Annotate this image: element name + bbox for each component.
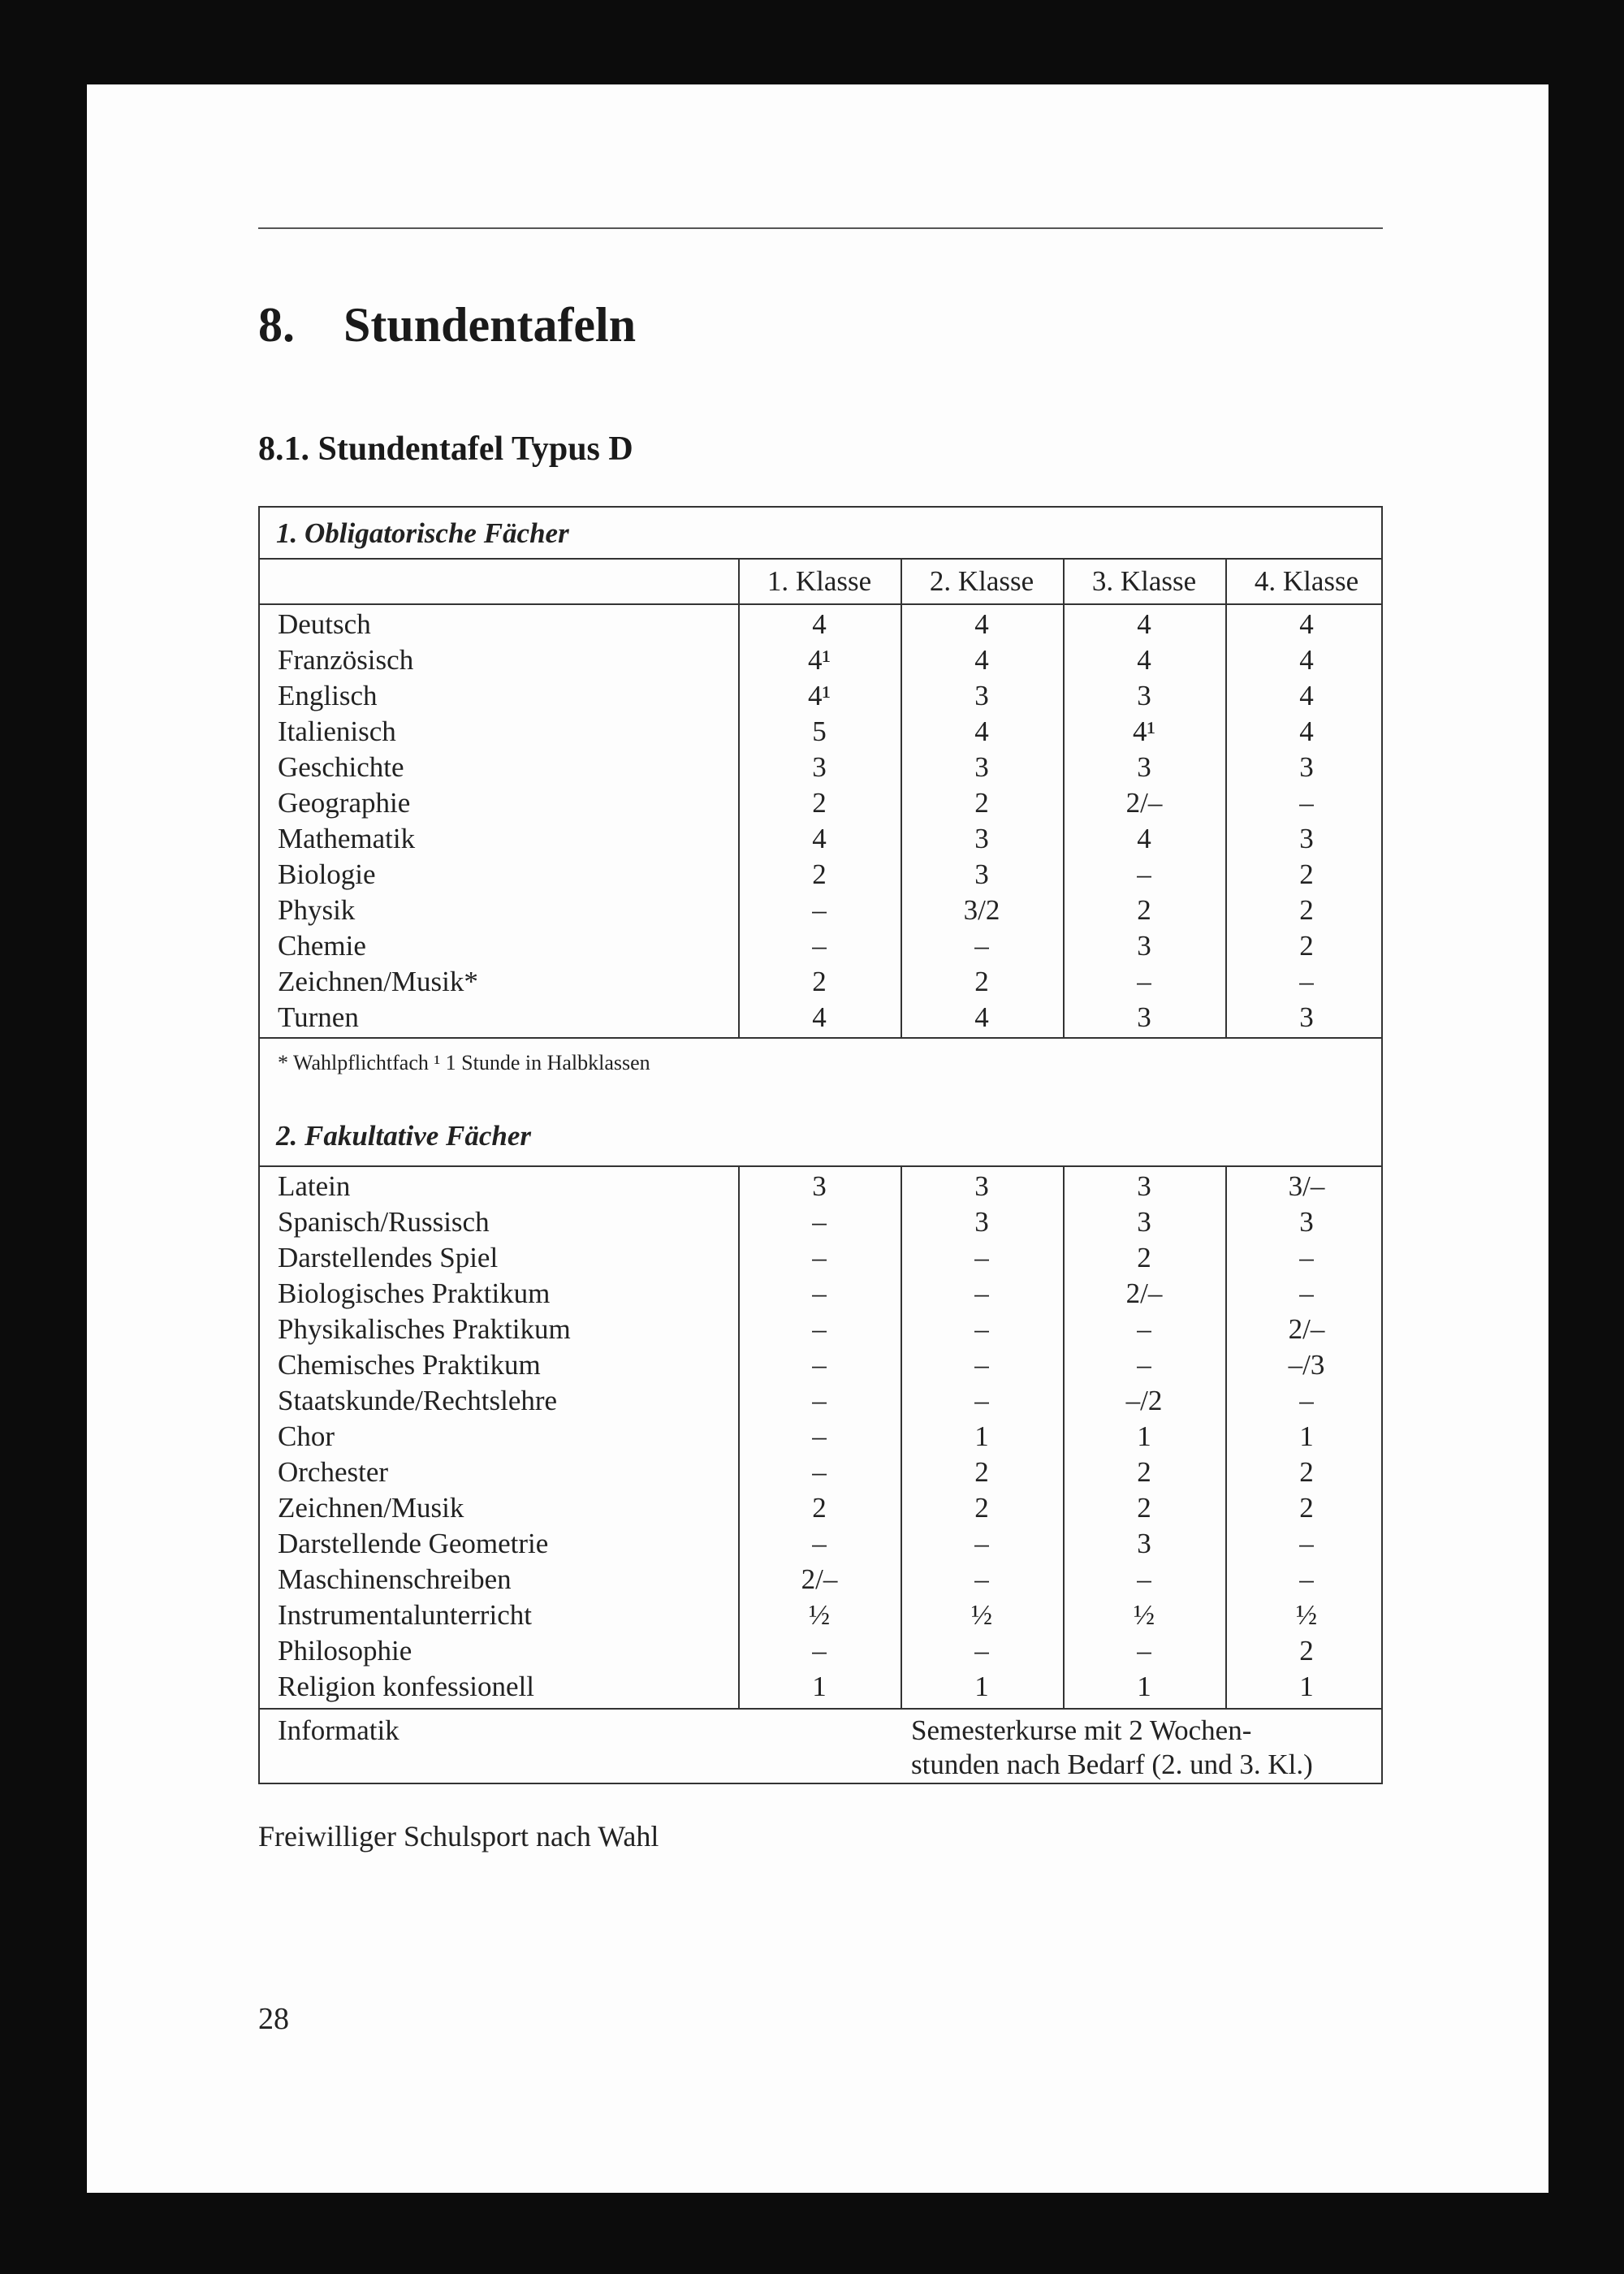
subject-name: Chor: [278, 1420, 335, 1452]
hours-cell: –: [1299, 1278, 1314, 1309]
hours-cell: 2: [1137, 1492, 1151, 1524]
hours-cell: 3: [1137, 1001, 1151, 1033]
hours-cell: 2: [1299, 1456, 1314, 1488]
hours-cell: 3: [1299, 751, 1314, 783]
hours-cell: –: [812, 930, 827, 962]
subject-name: Geographie: [278, 787, 411, 819]
divider: [260, 1165, 1381, 1167]
hours-cell: 2/–: [1288, 1313, 1325, 1345]
hours-cell: 4: [1137, 608, 1151, 640]
hours-cell: –: [1299, 1528, 1314, 1559]
hours-cell: ½: [970, 1599, 993, 1631]
subject-name: Zeichnen/Musik: [278, 1492, 464, 1524]
chapter-number: 8.: [258, 298, 295, 352]
hours-cell: 2: [1299, 930, 1314, 962]
subject-name: Physik: [278, 894, 356, 926]
hours-cell: –: [812, 1420, 827, 1452]
chapter-title: Stundentafeln: [343, 298, 637, 352]
hours-cell: ½: [1133, 1599, 1155, 1631]
hours-cell: 3: [1137, 1170, 1151, 1202]
hours-cell: –: [1299, 1242, 1314, 1273]
hours-cell: 4¹: [808, 680, 831, 711]
column-divider: [1225, 558, 1227, 1037]
subject-name: Religion konfessionell: [278, 1671, 534, 1702]
column-divider: [901, 558, 902, 1037]
hours-cell: –: [812, 1635, 827, 1667]
informatik-note-2: stunden nach Bedarf (2. und 3. Kl.): [911, 1749, 1313, 1780]
hours-cell: 3: [1137, 751, 1151, 783]
hours-cell: 3: [974, 1206, 989, 1238]
subject-name: Biologisches Praktikum: [278, 1278, 551, 1309]
hours-cell: –: [812, 1313, 827, 1345]
hours-cell: –: [1137, 1635, 1151, 1667]
hours-cell: 3: [1137, 680, 1151, 711]
column-divider: [901, 1165, 902, 1708]
hours-cell: 4: [974, 715, 989, 747]
column-divider: [1063, 1165, 1065, 1708]
hours-cell: 3: [1137, 930, 1151, 962]
hours-cell: 2/–: [1125, 1278, 1163, 1309]
hours-cell: 2: [812, 1492, 827, 1524]
section1-title: 1. Obligatorische Fächer: [276, 517, 569, 549]
hours-cell: 4: [1137, 644, 1151, 676]
hours-cell: ½: [808, 1599, 831, 1631]
subject-name: Deutsch: [278, 608, 371, 640]
hours-cell: –: [974, 1635, 989, 1667]
hours-cell: 3: [974, 1170, 989, 1202]
hours-cell: 1: [974, 1671, 989, 1702]
hours-cell: –: [974, 1385, 989, 1416]
hours-cell: 2: [974, 966, 989, 997]
hours-cell: 2/–: [801, 1563, 838, 1595]
subject-name: Darstellende Geometrie: [278, 1528, 549, 1559]
hours-cell: 2: [1299, 894, 1314, 926]
hours-cell: –: [974, 1528, 989, 1559]
hours-cell: –: [812, 1206, 827, 1238]
chapter-heading: [258, 297, 636, 353]
subject-name: Chemie: [278, 930, 366, 962]
subject-name: Physikalisches Praktikum: [278, 1313, 571, 1345]
column-header: 1. Klasse: [767, 565, 872, 597]
hours-cell: –: [974, 1313, 989, 1345]
subject-name: Staatskunde/Rechtslehre: [278, 1385, 558, 1416]
hours-cell: –: [812, 1349, 827, 1381]
hours-cell: 1: [1299, 1420, 1314, 1452]
subject-name: Italienisch: [278, 715, 396, 747]
hours-cell: –: [1299, 966, 1314, 997]
hours-cell: 1: [1299, 1671, 1314, 1702]
hours-cell: 2: [974, 787, 989, 819]
hours-cell: 4¹: [1133, 715, 1155, 747]
column-divider: [1225, 1165, 1227, 1708]
page-number: 28: [258, 2002, 289, 2036]
section2-title: 2. Fakultative Fächer: [276, 1120, 532, 1152]
hours-cell: –: [974, 1278, 989, 1309]
hours-cell: 2: [1299, 1635, 1314, 1667]
hours-cell: 3: [974, 680, 989, 711]
subject-name: Biologie: [278, 858, 376, 890]
hours-cell: 5: [812, 715, 827, 747]
hours-cell: 4: [812, 608, 827, 640]
column-header: 2. Klasse: [929, 565, 1034, 597]
subject-name: Instrumentalunterricht: [278, 1599, 532, 1631]
hours-cell: 2: [974, 1492, 989, 1524]
hours-cell: 1: [812, 1671, 827, 1702]
subject-name: Mathematik: [278, 823, 416, 854]
hours-cell: 2: [1137, 894, 1151, 926]
hours-cell: 1: [974, 1420, 989, 1452]
hours-cell: 4: [974, 644, 989, 676]
document-page: [87, 84, 1548, 2193]
hours-cell: 3: [812, 1170, 827, 1202]
hours-cell: –: [812, 1528, 827, 1559]
hours-cell: –: [812, 1385, 827, 1416]
column-divider: [738, 558, 740, 1037]
section-heading: 8.1. Stundentafel Typus D: [258, 430, 633, 468]
hours-cell: –: [974, 1242, 989, 1273]
subject-name: Englisch: [278, 680, 378, 711]
hours-cell: –: [1137, 1563, 1151, 1595]
hours-cell: 3: [974, 858, 989, 890]
hours-cell: 3: [1299, 1001, 1314, 1033]
hours-cell: –: [974, 1349, 989, 1381]
subject-name: Geschichte: [278, 751, 404, 783]
hours-cell: 3: [974, 823, 989, 854]
column-divider: [1063, 558, 1065, 1037]
informatik-note-1: Semesterkurse mit 2 Wochen-: [911, 1714, 1252, 1746]
hours-cell: 4: [812, 823, 827, 854]
hours-cell: 4: [1299, 715, 1314, 747]
hours-cell: –/2: [1125, 1385, 1163, 1416]
hours-cell: –: [1137, 1313, 1151, 1345]
hours-cell: 2: [1299, 858, 1314, 890]
hours-cell: 3: [812, 751, 827, 783]
hours-cell: 2/–: [1125, 787, 1163, 819]
subject-name: Chemisches Praktikum: [278, 1349, 541, 1381]
subject-name: Latein: [278, 1170, 351, 1202]
hours-cell: –: [812, 1242, 827, 1273]
hours-cell: –: [1299, 787, 1314, 819]
footnote: * Wahlpflichtfach ¹ 1 Stunde in Halbklassen: [278, 1051, 650, 1074]
hours-cell: 2: [812, 966, 827, 997]
hours-cell: 3: [1299, 823, 1314, 854]
header-rule: [258, 227, 1383, 229]
hours-cell: –: [1137, 966, 1151, 997]
hours-cell: –: [974, 1563, 989, 1595]
timetable: [258, 506, 1383, 1784]
hours-cell: 4: [812, 1001, 827, 1033]
hours-cell: 3: [1299, 1206, 1314, 1238]
closing-note: Freiwilliger Schulsport nach Wahl: [258, 1820, 659, 1852]
subject-name: Spanisch/Russisch: [278, 1206, 490, 1238]
informatik-subject: Informatik: [278, 1714, 400, 1746]
hours-cell: 4: [974, 608, 989, 640]
subject-name: Turnen: [278, 1001, 359, 1033]
hours-cell: 3: [1137, 1528, 1151, 1559]
divider: [260, 1708, 1381, 1710]
column-divider: [738, 1165, 740, 1708]
hours-cell: 2: [812, 787, 827, 819]
hours-cell: 2: [1137, 1242, 1151, 1273]
hours-cell: –: [1137, 858, 1151, 890]
subject-name: Philosophie: [278, 1635, 412, 1667]
hours-cell: 4: [1299, 680, 1314, 711]
column-header: 3. Klasse: [1091, 565, 1197, 597]
hours-cell: –: [974, 930, 989, 962]
subject-name: Orchester: [278, 1456, 389, 1488]
hours-cell: –: [812, 894, 827, 926]
hours-cell: 3/–: [1288, 1170, 1325, 1202]
hours-cell: –: [1137, 1349, 1151, 1381]
subject-name: Französisch: [278, 644, 414, 676]
hours-cell: 2: [812, 858, 827, 890]
hours-cell: –: [812, 1278, 827, 1309]
subject-name: Maschinenschreiben: [278, 1563, 512, 1595]
hours-cell: 1: [1137, 1420, 1151, 1452]
hours-cell: –: [1299, 1563, 1314, 1595]
hours-cell: 4: [1137, 823, 1151, 854]
hours-cell: ½: [1295, 1599, 1318, 1631]
hours-cell: 4¹: [808, 644, 831, 676]
divider: [260, 603, 1381, 605]
hours-cell: 2: [1137, 1456, 1151, 1488]
hours-cell: –: [1299, 1385, 1314, 1416]
hours-cell: 2: [974, 1456, 989, 1488]
subject-name: Darstellendes Spiel: [278, 1242, 499, 1273]
hours-cell: 4: [974, 1001, 989, 1033]
hours-cell: 3: [974, 751, 989, 783]
hours-cell: 1: [1137, 1671, 1151, 1702]
hours-cell: 4: [1299, 644, 1314, 676]
hours-cell: 2: [1299, 1492, 1314, 1524]
subject-name: Zeichnen/Musik*: [278, 966, 478, 997]
hours-cell: 4: [1299, 608, 1314, 640]
hours-cell: –: [812, 1456, 827, 1488]
hours-cell: –/3: [1288, 1349, 1325, 1381]
hours-cell: 3: [1137, 1206, 1151, 1238]
hours-cell: 3/2: [963, 894, 1000, 926]
divider: [260, 1037, 1381, 1039]
column-header: 4. Klasse: [1254, 565, 1359, 597]
